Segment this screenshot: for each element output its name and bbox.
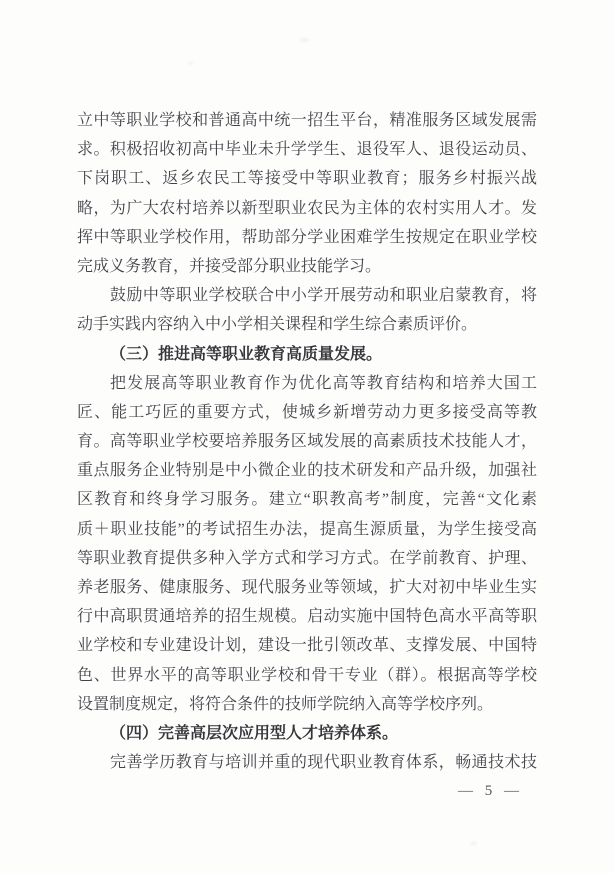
text-line: 匠、能工巧匠的重要方式，使城乡新增劳动力更多接受高等教 [77,403,537,421]
section-heading: （三）推进高等职业教育高质量发展。 [110,345,383,363]
text-line: 完成义务教育，并接受部分职业技能学习。 [77,257,382,275]
text-line: 区教育和终身学习服务。建立“职教高考”制度，完善“文化素 [77,491,537,509]
scan-speck [300,38,309,42]
document-body-text [77,106,537,777]
text-line: 设置制度规定，将符合条件的技师学院纳入高等学校序列。 [77,695,494,713]
text-line: 完善学历教育与培训并重的现代职业教育体系，畅通技术技 [110,754,537,772]
text-line: 质＋职业技能”的考试招生办法，提高生源质量，为学生接受高 [77,520,537,538]
text-line: 动手实践内容纳入中小学相关课程和学生综合素质评价。 [77,316,478,334]
text-line: 等职业教育提供多种入学方式和学习方式。在学前教育、护理、 [77,549,537,567]
scan-speck [470,842,477,845]
text-line: 鼓励中等职业学校联合中小学开展劳动和职业启蒙教育，将 [110,287,537,305]
text-line: 养老服务、健康服务、现代服务业等领域，扩大对初中毕业生实 [77,579,537,596]
scan-speck [188,62,193,65]
text-line: 立中等职业学校和普通高中统一招生平台，精准服务区域发展需 [77,112,537,129]
section-heading: （四）完善高层次应用型人才培养体系。 [110,724,399,742]
text-line: 略，为广大农村培养以新型职业农民为主体的农村实用人才。发 [77,199,537,217]
page-number: — 5 — [458,783,519,799]
text-line: 求。积极招收初高中毕业未升学学生、退役军人、退役运动员、 [77,141,537,159]
text-line: 育。高等职业学校要培养服务区域发展的高素质技术技能人才， [77,433,537,451]
text-line: 色、世界水平的高等职业学校和骨干专业（群）。根据高等学校 [77,666,537,684]
text-line: 下岗职工、返乡农民工等接受中等职业教育；服务乡村振兴战 [77,170,537,188]
text-line: 行中高职贯通培养的招生规模。启动实施中国特色高水平高等职 [77,608,537,626]
text-line: 业学校和专业建设计划，建设一批引领改革、支撑发展、中国特 [77,637,537,655]
text-line: 挥中等职业学校作用，帮助部分学业困难学生按规定在职业学校 [77,228,537,246]
text-line: 重点服务企业特别是中小微企业的技术研发和产品升级，加强社 [77,462,537,480]
text-line: 把发展高等职业教育作为优化高等教育结构和培养大国工 [110,374,537,392]
